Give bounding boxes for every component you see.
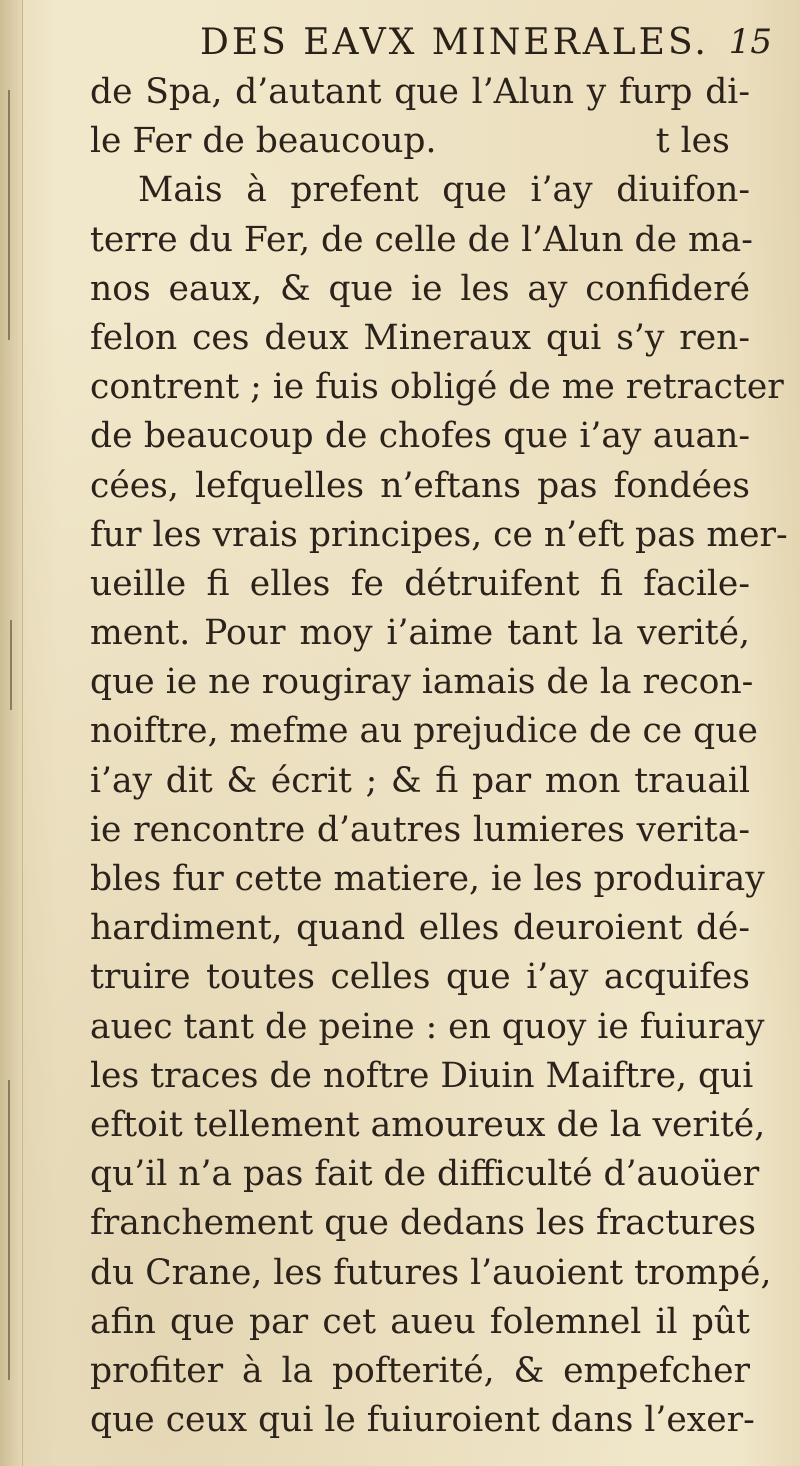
text-line: truire toutes celles que i’ay acquifes (90, 957, 750, 998)
text-line: profiter à la pofterité, & empefcher (90, 1350, 750, 1391)
body-text (90, 68, 788, 1445)
text-line: ment. Pour moy i’aime tant la verité, (90, 613, 750, 654)
gutter-shadow (10, 620, 12, 710)
page-number: 15 (728, 22, 772, 62)
text-line: hardiment, quand elles deuroient dé- (90, 908, 750, 949)
text-line: qu’il n’a pas fait de difficulté d’auoüer (90, 1154, 760, 1195)
text-line: felon ces deux Mineraux qui s’y ren- (90, 317, 750, 358)
running-head (200, 22, 780, 64)
text-line: de beaucoup de chofes que i’ay auan- (90, 416, 750, 457)
gutter-shadow (8, 90, 10, 340)
text-line: bles fur cette matiere, ie les produiray (90, 859, 765, 899)
text-line: fur les vrais principes, ce n’eft pas mer- (90, 514, 788, 555)
text-line: afin que par cet aueu folemnel il pût (90, 1301, 750, 1342)
text-line: ie rencontre d’autres lumieres verita- (90, 809, 750, 850)
text-line: les traces de noftre Diuin Maiftre, qui (90, 1055, 754, 1096)
text-line: terre du Fer, de celle de l’Alun de ma- (90, 219, 753, 260)
text-line: noiftre, mefme au prejudice de ce que (90, 711, 758, 752)
text-line: que ceux qui le fuiuroient dans l’exer- (90, 1400, 755, 1441)
gutter-shadow (8, 1080, 10, 1380)
text-line: Mais à prefent que i’ay diuifon- (138, 170, 750, 211)
text-line: i’ay dit & écrit ; & fi par mon trauail (90, 760, 750, 801)
text-line: cées, lefquelles n’eftans pas fondées (90, 465, 750, 506)
text-line: du Crane, les futures l’auoient trompé, (90, 1252, 772, 1293)
text-line: le Fer de beaucoup. t les (90, 121, 730, 162)
text-line: de Spa, d’autant que l’Alun y furp di- (90, 72, 750, 112)
text-line: ueille fi elles fe détruifent fi facile- (90, 563, 750, 604)
text-line: auec tant de peine : en quoy ie fuiuray (90, 1006, 765, 1047)
text-line: que ie ne rougiray iamais de la recon- (90, 662, 754, 703)
running-head-title: DES EAVX MINERALES. (200, 22, 709, 63)
text-line: nos eaux, & que ie les ay confideré (90, 268, 750, 309)
page-gutter (0, 0, 23, 1466)
text-line: eftoit tellement amoureux de la verité, (90, 1104, 766, 1145)
text-line: franchement que dedans les fractures (90, 1203, 756, 1244)
text-line: contrent ; ie fuis obligé de me retracter (90, 367, 784, 408)
